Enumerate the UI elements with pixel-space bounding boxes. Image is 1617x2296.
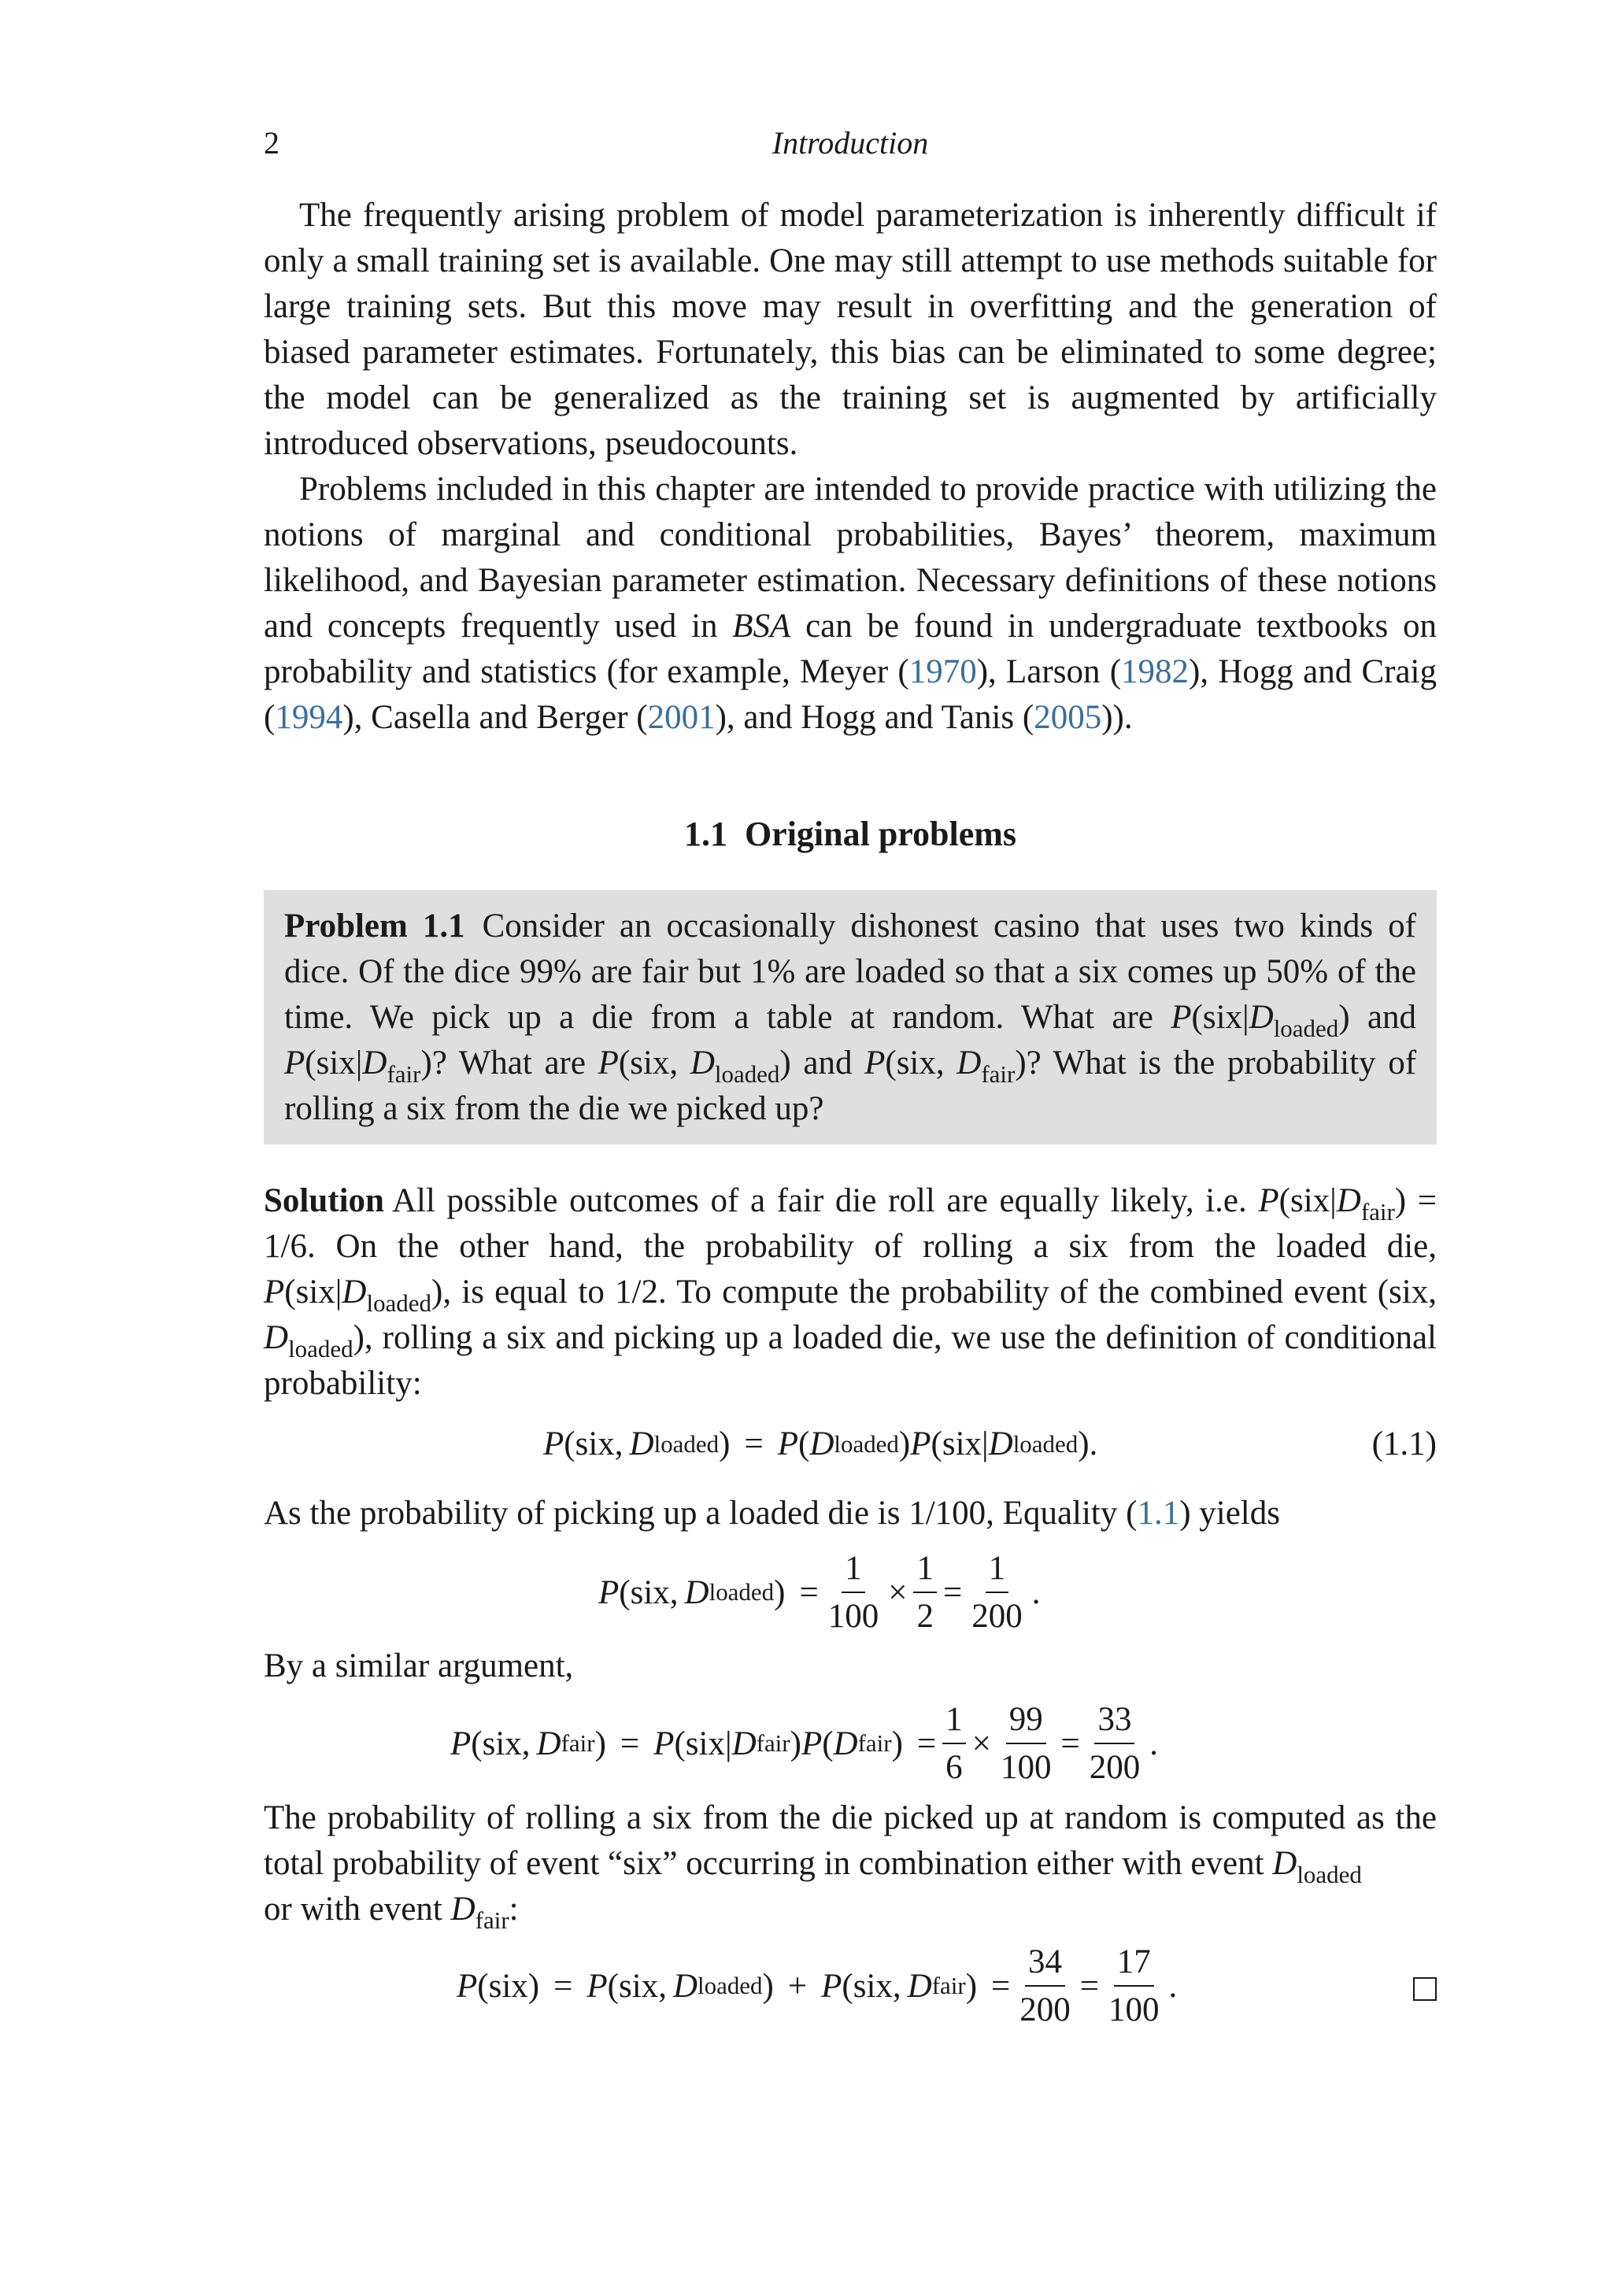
running-header xyxy=(264,124,1437,172)
fraction-1-6: $\frac{1}{6}$ xyxy=(942,1703,966,1784)
equation-reference[interactable]: 1.1 xyxy=(1137,1495,1180,1532)
after-equation-1-1-text: As the probability of picking up a loaded die is 1/100, Equality (1.1) yields xyxy=(264,1495,1280,1532)
problem-text: Problem 1.1 Consider an occasionally dishonest casino that uses two kinds of dice. Of the dice 99% are fair but 1% are loaded so that a six comes up 50% of the time. We pick up a die from a table at random. What are $P(six|D_{loaded})$ and $P(six|D_{fair})$? What are P(six, $D_{loaded}$) and P(six, $D_{fair}$)? What is the probability of rolling a six from the die we picked up? xyxy=(284,908,1417,1127)
citation-hogg-tanis[interactable]: 2005 xyxy=(1034,699,1102,736)
equation-1-1-body: P ( six , D loaded ) = P ( D loaded ) P ( six | D loaded ). xyxy=(543,1425,1098,1462)
equation-number: (1.1) xyxy=(1371,1425,1437,1462)
equation-total xyxy=(264,1943,1437,2029)
fraction-34-200: $\frac{34}{200}$ xyxy=(1019,1943,1071,2028)
bsa-abbrev: BSA xyxy=(732,608,791,645)
intro-text xyxy=(264,193,1437,741)
equation-fair-body: P ( six , D fair ) = P ( six | D fair ) P ( D fair ) = $\frac{1}{6}$ × $\frac{99}{100}$ = $\frac{33}{200}$ . xyxy=(450,1701,1158,1786)
citation-larson[interactable]: 1982 xyxy=(1121,653,1190,690)
equation-loaded-body: P ( six , D loaded ) = $\frac{1}{100}$ × $\frac{1}{2}$ = $\frac{1}{200}$ . xyxy=(598,1550,1041,1635)
fraction-1-2: $\frac{1}{2}$ xyxy=(913,1551,937,1633)
fraction-33-200: $\frac{33}{200}$ xyxy=(1089,1701,1141,1786)
fraction-1-200: $\frac{1}{200}$ xyxy=(971,1550,1023,1635)
citation-hogg-craig[interactable]: 1994 xyxy=(275,699,343,736)
fraction-17-100: $\frac{17}{100}$ xyxy=(1108,1943,1160,2028)
qed-box-icon xyxy=(1413,1977,1437,2001)
fraction-99-100: $\frac{99}{100}$ xyxy=(1000,1701,1052,1786)
equation-1-1 xyxy=(264,1425,1437,1472)
equation-total-body: P ( six ) = P ( six , D loaded ) + P ( six , D fair ) = $\frac{34}{200}$ = $\frac{17}{100}$ . xyxy=(457,1943,1178,2028)
section-heading xyxy=(264,814,1437,854)
fraction-1-100: $\frac{1}{100}$ xyxy=(827,1550,879,1635)
section-number: 1.1 xyxy=(683,815,727,853)
intro-paragraph-2: Problems included in this chapter are intended to provide practice with utilizing the notions of marginal and conditional probabilities, Bayes’ theorem, maximum likelihood, and Bayesian parameter estimation. Necessary definitions of these notions and concepts frequently used in BSA can be found in undergraduate textbooks on probability and statistics (for example, Meyer (1970), Larson (1982), Hogg and Craig (1994), Casella and Berger (2001), and Hogg and Tanis (2005)). xyxy=(264,471,1438,736)
solution-text xyxy=(264,1178,1437,1407)
section-title: Original problems xyxy=(744,815,1017,853)
total-probability-text: The probability of rolling a six from the die picked up at random is computed as the total probability of event “six” occurring in combination either with event $D_{loaded}$ or with event $D_{fair}$: xyxy=(264,1799,1437,1934)
running-title: Introduction xyxy=(771,125,929,161)
equation-fair xyxy=(264,1700,1437,1787)
solution-label: Solution xyxy=(264,1182,384,1219)
citation-meyer[interactable]: 1970 xyxy=(908,653,977,690)
similar-argument-text: By a similar argument, xyxy=(264,1647,574,1684)
citation-casella-berger[interactable]: 2001 xyxy=(647,699,716,736)
equation-loaded xyxy=(264,1549,1437,1636)
problem-label: Problem 1.1 xyxy=(284,908,465,945)
intro-paragraph-1: The frequently arising problem of model parameterization is inherently difficult if only a small training set is available. One may still attempt to use methods suitable for large training sets. But this move may result in overfitting and the generation of biased parameter estimates. Fortunately, this bias can be eliminated to some degree; the model can be generalized as the training set is augmented by artificially introduced observations, pseudocounts. xyxy=(264,197,1437,462)
problem-box xyxy=(264,890,1437,1144)
solution-paragraph: Solution All possible outcomes of a fair die roll are equally likely, i.e. $P(six|D_{fair}) = 1/6$. On the other hand, the probability of rolling a six from the loaded die, $P(six|D_{loaded})$, is equal to 1/2. To compute the probability of the combined event (six, $D_{loaded}$), rolling a six and picking up a loaded die, we use the definition of conditional probability: xyxy=(264,1182,1437,1402)
page-number: 2 xyxy=(264,125,279,161)
